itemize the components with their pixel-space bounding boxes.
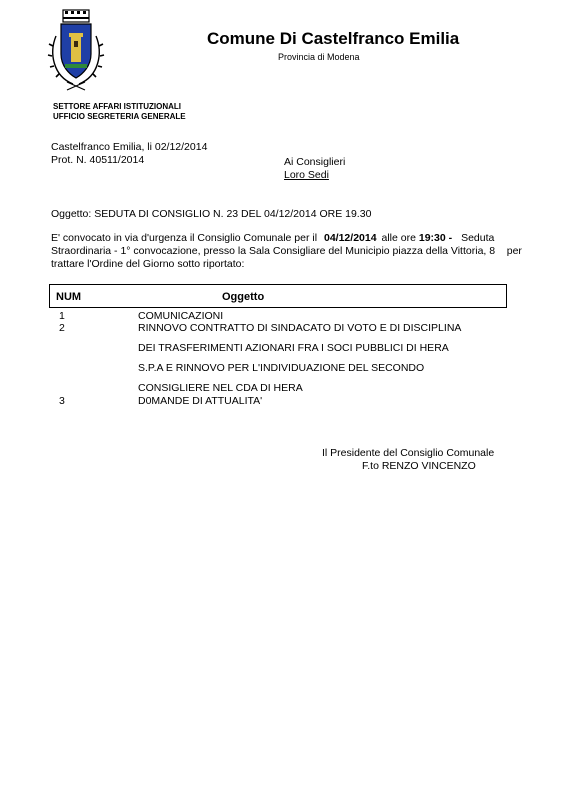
row-subject: DEI TRASFERIMENTI AZIONARI FRA I SOCI PUBBLICI DI HERA — [138, 342, 449, 354]
office-line: UFFICIO SEGRETERIA GENERALE — [53, 112, 186, 121]
department-line: SETTORE AFFARI ISTITUZIONALI — [53, 102, 181, 111]
recipient-line: Ai Consiglieri — [284, 156, 346, 168]
body-line-2: Straordinaria - 1° convocazione, presso la Sala Consigliare del Municipio piazza della Vittoria, 8 per — [51, 245, 522, 257]
subject-line: Oggetto: SEDUTA DI CONSIGLIO N. 23 DEL 04/12/2014 ORE 19.30 — [51, 208, 372, 220]
column-header-oggetto: Oggetto — [222, 291, 265, 303]
signature-name: F.to RENZO VINCENZO — [362, 460, 476, 472]
body-text: E' convocato in via d'urgenza il Consiglio Comunale per il — [51, 232, 318, 244]
place-date: Castelfranco Emilia, li 02/12/2014 — [51, 141, 208, 153]
agenda-table-header — [49, 284, 507, 308]
row-num: 1 — [59, 310, 65, 322]
body-line-3: trattare l'Ordine del Giorno sotto riportato: — [51, 258, 245, 270]
province-subtitle: Provincia di Modena — [278, 52, 360, 62]
row-num: 3 — [59, 395, 65, 407]
signature-title: Il Presidente del Consiglio Comunale — [322, 447, 495, 459]
row-subject: COMUNICAZIONI — [138, 310, 224, 322]
row-num: 2 — [59, 322, 65, 334]
column-header-num: NUM — [56, 291, 82, 303]
row-subject: S.P.A E RINNOVO PER L'INDIVIDUAZIONE DEL SECONDO — [138, 362, 425, 374]
session-date: 04/12/2014 — [324, 232, 377, 244]
municipality-title: Comune Di Castelfranco Emilia — [207, 29, 460, 48]
body-text: Seduta — [461, 232, 495, 244]
protocol-number: Prot. N. 40511/2014 — [51, 154, 145, 166]
recipient-sedi: Loro Sedi — [284, 169, 329, 181]
body-text: alle ore — [381, 232, 416, 244]
coat-of-arms-icon — [47, 8, 105, 98]
row-subject: D0MANDE DI ATTUALITA' — [138, 395, 263, 407]
row-subject: RINNOVO CONTRATTO DI SINDACATO DI VOTO E DI DISCIPLINA — [138, 322, 462, 334]
row-subject: CONSIGLIERE NEL CDA DI HERA — [138, 382, 303, 394]
body-line-1 — [51, 232, 494, 244]
session-time: 19:30 - — [418, 232, 453, 244]
